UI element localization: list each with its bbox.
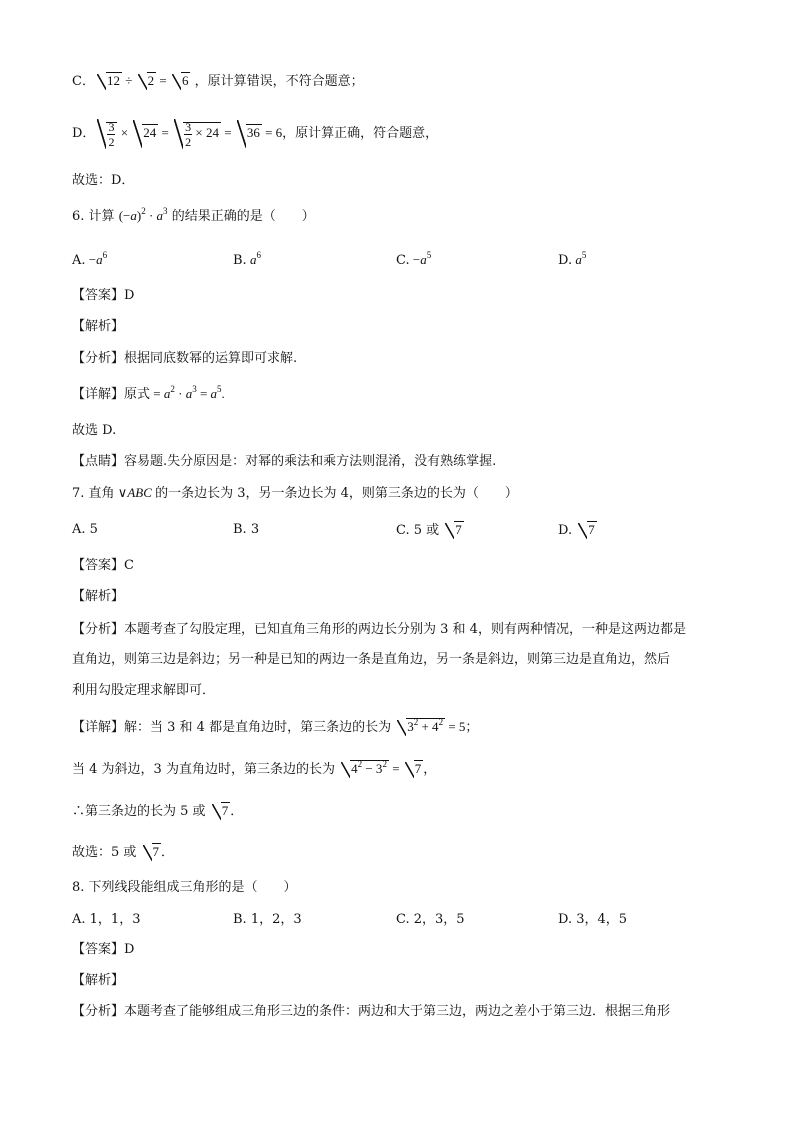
q6-option-c: C. $-a^5$ — [396, 250, 432, 268]
q8-answer: 【答案】D — [72, 942, 135, 957]
q7-detail-2-text: 当 4 为斜边，3 为直角边时，第三条边的长为 — [72, 762, 335, 777]
option-d-comment: ，原计算正确，符合题意， — [282, 126, 439, 141]
q6-option-d: D. $a^5$ — [558, 250, 587, 268]
q8-analysis: 【分析】本题考查了能够组成三角形三边的条件：两边和大于第三边，两边之差小于第三边．根据三角形 — [72, 1004, 671, 1019]
q8-option-a: A. 1，1，3 — [72, 912, 141, 927]
option-d-line — [72, 118, 438, 149]
q7-detail-line-2: 当 4 为斜边，3 为直角边时，第三条边的长为 $4^2 - 3^2 = 7$ ， — [72, 759, 437, 777]
q7-detail-line-3: ∴第三条边的长为 5 或 7 ． — [72, 803, 244, 819]
question-7-title: 7. 直角 ∨ABC 的一条边长为 3，另一条边长为 4，则第三条边的长为（ ） — [72, 485, 518, 501]
q7-detail-line-1: 【详解】解：当 3 和 4 都是直角边时，第三条边的长为 $3^2 + 4^2 = 5$； — [72, 717, 479, 735]
option-c-line — [72, 72, 364, 91]
q6-choice: 故选 D. — [72, 423, 117, 438]
q7-detail-1-text: 【详解】解：当 3 和 4 都是直角边时，第三条边的长为 — [72, 720, 392, 735]
q7-analysis-line-1: 【分析】本题考查了勾股定理，已知直角三角形的两边长分别为 3 和 4，则有两种情况，一种是这两边都是 — [72, 622, 686, 637]
q6-option-a: A. $-a^6$ — [72, 250, 108, 268]
q7-analysis-line-2: 直角边，则第三边是斜边；另一种是已知的两边一条是直角边，另一条是斜边，则第三边是直角边，然后 — [72, 652, 671, 667]
q7-option-a: A. 5 — [72, 522, 98, 537]
q7-analysis-line-3: 利用勾股定理求解即可． — [72, 683, 216, 698]
q6-option-b-label: B. — [233, 253, 247, 268]
question-6-title — [72, 207, 315, 226]
q6-expression: $(-a)^2 \cdot a^3$ — [118, 206, 168, 223]
q7-option-d: D. 7 — [558, 522, 595, 538]
option-c-label: C． — [72, 74, 95, 89]
q6-title-text: 6. 计算 — [72, 209, 115, 224]
q7-detail-3-text: ∴第三条边的长为 5 或 — [72, 804, 206, 819]
q7-choice-text: 故选：5 或 — [72, 845, 137, 860]
q6-option-b: B. $a^6$ — [233, 250, 261, 268]
q7-option-c: C. 5 或 7 — [396, 522, 462, 538]
q6-jiexi-heading: 【解析】 — [72, 319, 125, 334]
option-c-comment: ，原计算错误，不符合题意； — [194, 74, 364, 89]
q6-option-d-label: D. — [558, 253, 573, 268]
q7-option-d-label: D. — [558, 523, 573, 538]
q6-insight: 【点睛】容易题.失分原因是：对幂的乘法和乘方法则混淆，没有熟练掌握. — [72, 454, 497, 469]
q6-detail-lead: 【详解】原式 — [72, 387, 151, 402]
q8-option-b: B. 1，2，3 — [233, 912, 302, 927]
q7-choice: 故选：5 或 7 ． — [72, 844, 175, 860]
question-8-title: 8. 下列线段能组成三角形的是（ ） — [72, 880, 297, 895]
q7-option-c-label: C. 5 或 — [396, 523, 440, 538]
q7-title-lead: 7. 直角 — [72, 486, 115, 501]
q8-option-c: C. 2，3，5 — [396, 912, 465, 927]
q7-option-b: B. 3 — [233, 522, 260, 537]
prev-answer-choice: 故选：D． — [72, 173, 135, 188]
option-c-formula: 12 ÷ 2 = 6 — [95, 73, 190, 88]
q7-jiexi-heading: 【解析】 — [72, 589, 125, 604]
q8-option-d: D. 3，4，5 — [558, 912, 628, 927]
option-d-label: D． — [72, 126, 96, 141]
q6-detail: 【详解】原式 = $a^2 \cdot a^3 = a^5$. — [72, 384, 225, 402]
q6-answer: 【答案】D — [72, 288, 135, 303]
q6-title-tail: 的结果正确的是（ ） — [171, 209, 315, 224]
q8-jiexi-heading: 【解析】 — [72, 973, 125, 988]
option-d-formula: $\frac{3}{2}$ × 24 = $\frac{3}{2}$ × 24 = 36 = 6 — [95, 125, 282, 140]
q7-title-tail: 的一条边长为 3，另一条边长为 4，则第三条边的长为（ ） — [155, 486, 518, 501]
q6-analysis: 【分析】根据同底数幂的运算即可求解. — [72, 351, 298, 366]
q6-option-c-label: C. — [396, 253, 410, 268]
q6-option-a-label: A. — [72, 253, 86, 268]
q7-answer: 【答案】C — [72, 558, 134, 573]
